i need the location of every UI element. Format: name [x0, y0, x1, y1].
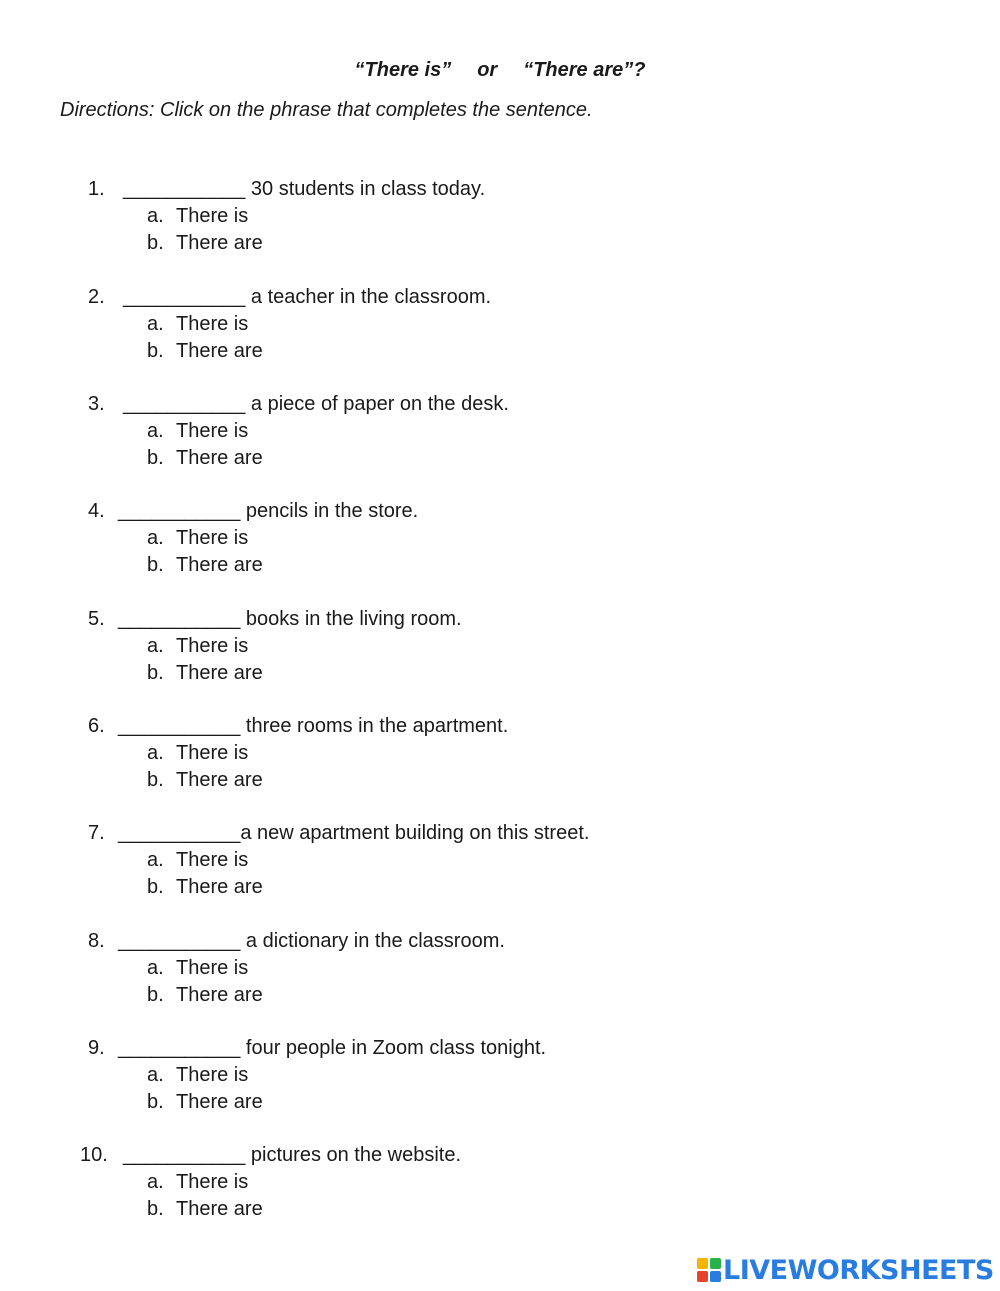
option-label[interactable]: There are	[176, 340, 263, 362]
question-sentence	[118, 715, 508, 738]
option-label[interactable]: There is	[176, 313, 249, 335]
question-number: 5.	[88, 608, 105, 630]
option-there-are[interactable]	[147, 662, 263, 685]
option-there-are[interactable]	[147, 232, 263, 255]
option-there-is[interactable]	[147, 420, 248, 443]
option-letter: a.	[147, 420, 164, 442]
option-label[interactable]: There are	[176, 232, 263, 254]
logo-mark-icon	[697, 1258, 721, 1282]
question-number: 2.	[88, 286, 105, 308]
question-number: 3.	[88, 393, 105, 415]
title-or: or	[477, 59, 498, 81]
option-letter: a.	[147, 957, 164, 979]
option-label[interactable]: There is	[176, 742, 249, 764]
answer-blank: ___________	[118, 930, 241, 952]
question-number: 6.	[88, 715, 105, 737]
answer-blank: ___________	[118, 715, 241, 737]
option-label[interactable]: There is	[176, 957, 249, 979]
option-there-is[interactable]	[147, 1064, 248, 1087]
option-label[interactable]: There are	[176, 1198, 263, 1220]
question-sentence	[123, 393, 509, 416]
answer-blank: ___________	[123, 178, 246, 200]
option-letter: a.	[147, 205, 164, 227]
option-letter: b.	[147, 769, 164, 791]
option-there-are[interactable]	[147, 554, 263, 577]
option-label[interactable]: There is	[176, 205, 249, 227]
question-sentence	[118, 822, 589, 845]
option-there-are[interactable]	[147, 876, 263, 899]
answer-blank: ___________	[118, 1037, 241, 1059]
option-there-is[interactable]	[147, 313, 248, 336]
answer-blank: ___________	[118, 608, 241, 630]
option-label[interactable]: There are	[176, 1091, 263, 1113]
option-label[interactable]: There is	[176, 1064, 249, 1086]
answer-blank: ___________	[123, 286, 246, 308]
question-number: 8.	[88, 930, 105, 952]
option-there-is[interactable]	[147, 205, 248, 228]
option-there-is[interactable]	[147, 635, 248, 658]
option-letter: b.	[147, 876, 164, 898]
question-number: 10.	[80, 1144, 108, 1166]
question-sentence	[118, 500, 418, 523]
question-text: 30 students in class today.	[245, 178, 486, 200]
logo-wordmark: LIVEWORKSHEETS	[723, 1254, 994, 1286]
answer-blank: ___________	[118, 500, 241, 522]
answer-blank: ___________	[118, 822, 241, 844]
question-number: 4.	[88, 500, 105, 522]
question-text: a teacher in the classroom.	[245, 286, 492, 308]
question-sentence	[118, 930, 505, 953]
answer-blank: ___________	[123, 1144, 246, 1166]
option-label[interactable]: There are	[176, 984, 263, 1006]
question-sentence	[123, 1144, 461, 1167]
question-text: pictures on the website.	[245, 1144, 462, 1166]
option-there-is[interactable]	[147, 742, 248, 765]
option-there-are[interactable]	[147, 340, 263, 363]
option-letter: b.	[147, 1198, 164, 1220]
question-sentence	[123, 178, 485, 201]
option-label[interactable]: There is	[176, 849, 249, 871]
option-label[interactable]: There is	[176, 635, 249, 657]
question-text: books in the living room.	[240, 608, 462, 630]
option-letter: a.	[147, 527, 164, 549]
option-letter: b.	[147, 662, 164, 684]
option-there-are[interactable]	[147, 984, 263, 1007]
question-sentence	[118, 1037, 546, 1060]
question-sentence	[118, 608, 462, 631]
option-letter: b.	[147, 447, 164, 469]
option-letter: b.	[147, 232, 164, 254]
option-label[interactable]: There are	[176, 876, 263, 898]
option-label[interactable]: There is	[176, 1171, 249, 1193]
option-label[interactable]: There are	[176, 662, 263, 684]
directions-text: Directions: Click on the phrase that completes the sentence.	[60, 99, 593, 121]
question-number: 9.	[88, 1037, 105, 1059]
option-letter: a.	[147, 1064, 164, 1086]
option-there-is[interactable]	[147, 849, 248, 872]
option-there-are[interactable]	[147, 769, 263, 792]
question-text: four people in Zoom class tonight.	[240, 1037, 547, 1059]
option-label[interactable]: There are	[176, 554, 263, 576]
worksheet-title	[0, 59, 1000, 82]
option-label[interactable]: There are	[176, 447, 263, 469]
question-text: a dictionary in the classroom.	[240, 930, 505, 952]
liveworksheets-logo	[697, 1255, 994, 1285]
option-letter: a.	[147, 313, 164, 335]
option-there-are[interactable]	[147, 1091, 263, 1114]
option-letter: b.	[147, 984, 164, 1006]
option-letter: a.	[147, 1171, 164, 1193]
question-number: 7.	[88, 822, 105, 844]
title-there-is: “There is”	[354, 59, 452, 81]
option-there-is[interactable]	[147, 527, 248, 550]
question-text: pencils in the store.	[240, 500, 419, 522]
option-letter: a.	[147, 849, 164, 871]
question-text: a piece of paper on the desk.	[245, 393, 509, 415]
option-label[interactable]: There is	[176, 527, 249, 549]
question-sentence	[123, 286, 491, 309]
option-label[interactable]: There are	[176, 769, 263, 791]
option-there-are[interactable]	[147, 447, 263, 470]
question-text: a new apartment building on this street.	[240, 822, 590, 844]
option-there-is[interactable]	[147, 1171, 248, 1194]
option-letter: b.	[147, 340, 164, 362]
option-letter: b.	[147, 554, 164, 576]
option-letter: a.	[147, 742, 164, 764]
option-there-is[interactable]	[147, 957, 248, 980]
option-letter: b.	[147, 1091, 164, 1113]
option-letter: a.	[147, 635, 164, 657]
title-there-are: “There are”?	[523, 59, 646, 81]
option-label[interactable]: There is	[176, 420, 249, 442]
question-number: 1.	[88, 178, 105, 200]
option-there-are[interactable]	[147, 1198, 263, 1221]
answer-blank: ___________	[123, 393, 246, 415]
question-text: three rooms in the apartment.	[240, 715, 509, 737]
